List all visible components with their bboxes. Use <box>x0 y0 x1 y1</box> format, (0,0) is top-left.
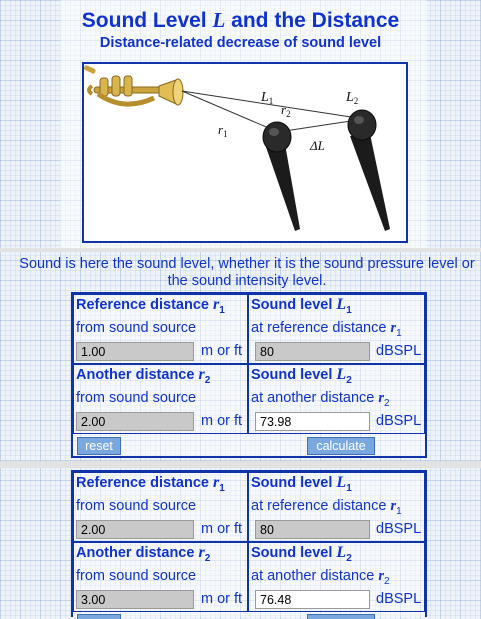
r1-input[interactable]: 1.00 <box>76 342 194 361</box>
from-source-label-2-b: from sound source <box>76 568 197 584</box>
level-unit-label-b: dBSPL <box>376 521 422 537</box>
cell-sound-level-2 <box>248 364 425 434</box>
calculate-button[interactable]: calculate <box>307 437 375 455</box>
microphone-2-icon <box>348 110 390 231</box>
diagram-illustration <box>84 64 406 241</box>
calculator-1 <box>71 292 427 458</box>
distance-unit-label: m or ft <box>201 343 243 359</box>
calculator-2 <box>71 470 427 617</box>
section-divider <box>0 248 481 252</box>
cell-sound-level-1 <box>248 294 425 364</box>
at-another-label-b: at another distance $r_2$ <box>251 568 390 587</box>
L2-output-b[interactable]: 76.48 <box>255 590 370 609</box>
sound-level-1-label-b: Sound level $L_1$ <box>251 474 352 494</box>
level-unit-label-2-b: dBSPL <box>376 591 422 607</box>
cell-reference-distance-b <box>73 472 248 542</box>
distance-unit-label-b: m or ft <box>201 521 243 537</box>
distance-unit-label-2-b: m or ft <box>201 591 243 607</box>
reference-distance-label-b: Reference distance $r_1$ <box>76 474 225 494</box>
cell-another-distance-b <box>73 542 248 612</box>
label-r1: $r_1$ <box>218 122 228 139</box>
another-distance-label-b: Another distance $r_2$ <box>76 544 211 564</box>
r1-input-b[interactable]: 2.00 <box>76 520 194 539</box>
microphone-1-icon <box>263 122 300 231</box>
page-subtitle: Distance-related decrease of sound level <box>99 35 382 51</box>
at-reference-label-b: at reference distance $r_1$ <box>251 498 402 517</box>
from-source-label: from sound source <box>76 320 197 336</box>
cell-sound-level-1-b <box>248 472 425 542</box>
reset-button[interactable]: reset <box>77 437 121 455</box>
label-L1: $L_1$ <box>261 90 274 106</box>
at-another-label: at another distance $r_2$ <box>251 390 390 409</box>
info-note: Sound is here the sound level, whether it is the sound pressure level or the sound intensity level. <box>19 256 475 289</box>
trumpet-icon <box>84 65 183 105</box>
L1-input-b[interactable]: 80 <box>255 520 370 539</box>
at-reference-label: at reference distance $r_1$ <box>251 320 402 339</box>
L2-output[interactable]: 73.98 <box>255 412 370 431</box>
label-r2: $r_2$ <box>281 102 291 119</box>
trumpet-microphone-diagram <box>82 62 408 243</box>
cell-reference-distance <box>73 294 248 364</box>
label-delta-L: ΔL <box>310 138 325 153</box>
from-source-label-2: from sound source <box>76 390 197 406</box>
r2-input[interactable]: 2.00 <box>76 412 194 431</box>
distance-unit-label-2: m or ft <box>201 413 243 429</box>
sound-level-2-label: Sound level $L_2$ <box>251 366 352 386</box>
level-unit-label: dBSPL <box>376 343 422 359</box>
page-title: Sound Level L and the Distance <box>81 8 400 32</box>
label-L2: $L_2$ <box>346 90 359 106</box>
reference-distance-label: Reference distance $r_1$ <box>76 296 225 316</box>
sound-level-2-label-b: Sound level $L_2$ <box>251 544 352 564</box>
section-divider-2 <box>0 461 481 468</box>
from-source-label-b: from sound source <box>76 498 197 514</box>
another-distance-label: Another distance $r_2$ <box>76 366 211 386</box>
cell-another-distance <box>73 364 248 434</box>
cell-sound-level-2-b <box>248 542 425 612</box>
level-unit-label-2: dBSPL <box>376 413 422 429</box>
r2-input-b[interactable]: 3.00 <box>76 590 194 609</box>
L1-input[interactable]: 80 <box>255 342 370 361</box>
sound-level-1-label: Sound level $L_1$ <box>251 296 352 316</box>
